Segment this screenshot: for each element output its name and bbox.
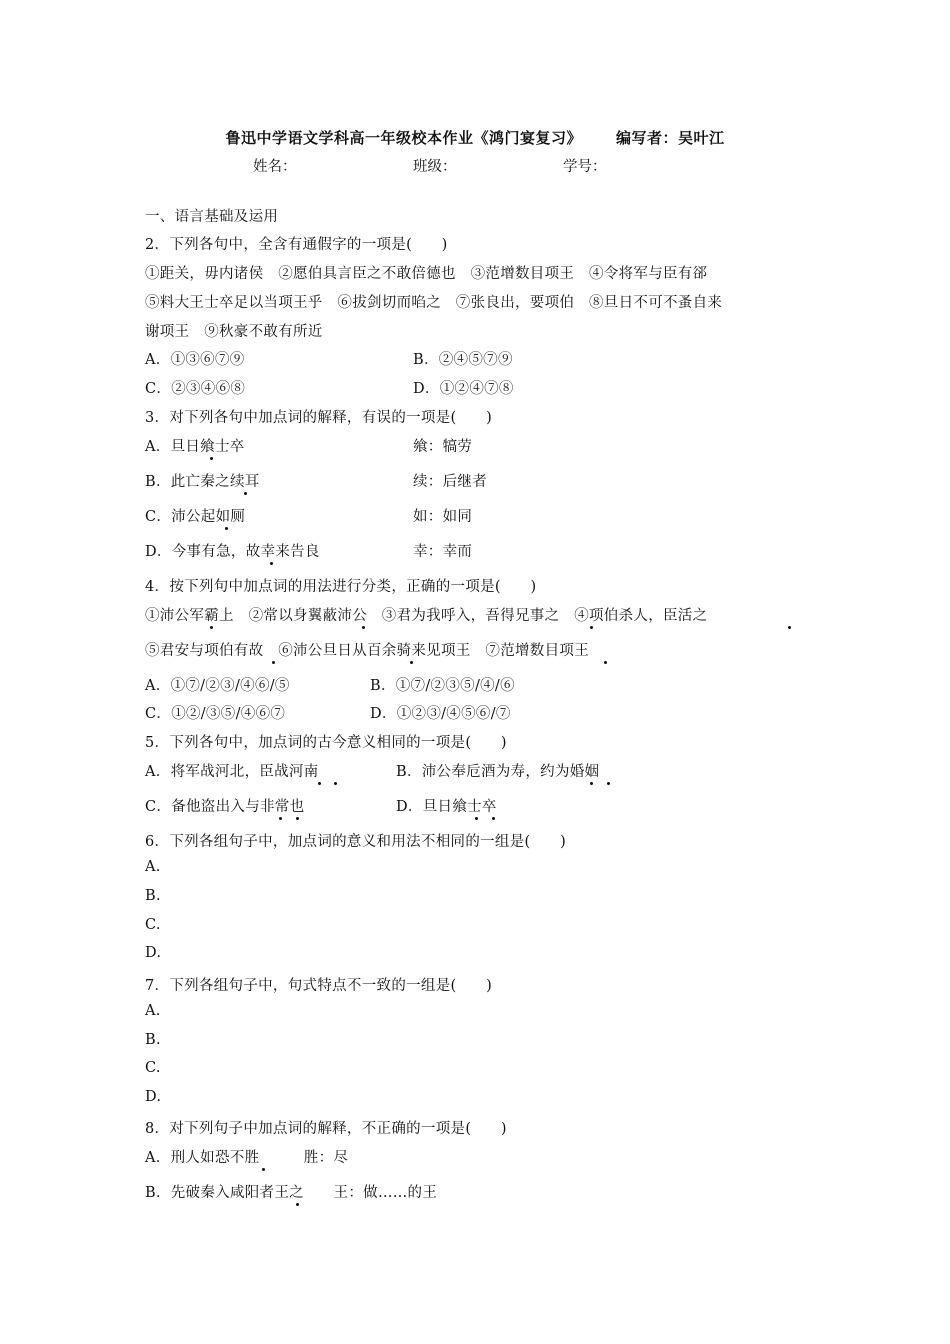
question-7-option-a: A. [145, 1003, 161, 1019]
question-8-option-a: A．刑人如恐不胜 胜：尽 [145, 1150, 349, 1166]
question-3-option-a-gloss: 飨：犒劳 [413, 439, 473, 455]
student-number-label: 学号： [563, 159, 607, 175]
emphasis-dot [604, 661, 607, 664]
emphasis-dot [590, 626, 593, 629]
question-5-option-a: A．将军战河北，臣战河南 [145, 764, 319, 780]
question-4-option-c: C．①②/③⑤/④⑥⑦ [145, 706, 286, 722]
question-5-stem: 5．下列各句中，加点词的古今意义相同的一项是( ) [145, 735, 507, 751]
question-3-stem: 3．对下列各句中加点词的解释，有误的一项是( ) [145, 410, 493, 426]
question-5-option-d: D．旦日飨士卒 [396, 799, 497, 815]
section-heading: 一、语言基础及运用 [145, 209, 279, 225]
question-5-option-c: C．备他盗出入与非常也 [145, 799, 305, 815]
emphasis-dot [272, 661, 275, 664]
question-7-option-b: B. [145, 1032, 161, 1048]
emphasis-dot [262, 1168, 265, 1171]
emphasis-dot [318, 782, 321, 785]
emphasis-dot [296, 817, 299, 820]
question-6-option-c: C. [145, 917, 161, 933]
emphasis-dot [244, 492, 247, 495]
question-3-option-a: A．旦日飨士卒 [145, 439, 245, 455]
question-4-option-a: A．①⑦/②③/④⑥/⑤ [145, 678, 290, 694]
emphasis-dot [225, 527, 228, 530]
question-7-stem: 7．下列各组句子中，句式特点不一致的一组是( ) [145, 978, 493, 994]
question-2-option-c: C．②③④⑥⑧ [145, 381, 246, 397]
emphasis-dot [788, 626, 791, 629]
emphasis-dot [590, 782, 593, 785]
question-3-option-d: D．今事有急，故幸来告良 [145, 544, 320, 560]
question-3-option-b-gloss: 续：后继者 [413, 474, 487, 490]
emphasis-dot [296, 1203, 299, 1206]
question-7-option-c: C. [145, 1060, 161, 1076]
question-5-option-b: B．沛公奉卮酒为寿，约为婚姻 [396, 764, 600, 780]
question-4-option-d: D．①②③/④⑤⑥/⑦ [370, 706, 511, 722]
question-2-items-line-3: 谢项王 ⑨秋豪不敢有所近 [145, 324, 323, 340]
question-2-items-line-2: ⑤料大王士卒足以当项王乎 ⑥拔剑切而啗之 ⑦张良出，要项伯 ⑧旦日不可不蚤自来 [145, 295, 723, 311]
name-label: 姓名： [253, 159, 297, 175]
question-2-option-d: D．①②④⑦⑧ [413, 381, 514, 397]
author-text: 编写者：吴叶江 [616, 129, 725, 147]
question-6-stem: 6．下列各组句子中，加点词的意义和用法不相同的一组是( ) [145, 834, 567, 850]
question-2-option-b: B．②④⑤⑦⑨ [413, 352, 513, 368]
question-3-option-c: C．沛公起如厕 [145, 509, 246, 525]
emphasis-dot [475, 817, 478, 820]
question-7-option-d: D. [145, 1089, 162, 1105]
question-8-stem: 8．对下列句子中加点词的解释，不正确的一项是( ) [145, 1121, 507, 1137]
emphasis-dot [210, 626, 213, 629]
question-6-option-b: B. [145, 888, 161, 904]
title-text: 鲁迅中学语文学科高一年级校本作业《鸿门宴复习》 [225, 129, 582, 147]
document-title [0, 127, 950, 148]
emphasis-dot [279, 817, 282, 820]
question-3-option-b: B．此亡秦之续耳 [145, 474, 260, 490]
emphasis-dot [362, 626, 365, 629]
emphasis-dot [210, 457, 213, 460]
question-4-items-line-2: ⑤君安与项伯有故 ⑥沛公旦日从百余骑来见项王 ⑦范增数目项王 [145, 643, 589, 659]
question-6-option-d: D. [145, 945, 162, 961]
question-2-items-line-1: ①距关，毋内诸侯 ②愿伯具言臣之不敢倍德也 ③范增数目项王 ④令将军与臣有郤 [145, 266, 708, 282]
emphasis-dot [492, 817, 495, 820]
emphasis-dot [270, 562, 273, 565]
question-3-option-c-gloss: 如：如同 [413, 509, 473, 525]
question-8-option-b: B．先破秦入咸阳者王之 王：做……的王 [145, 1185, 438, 1201]
question-6-option-a: A. [145, 859, 161, 875]
class-label: 班级： [413, 159, 457, 175]
question-4-stem: 4．按下列句中加点词的用法进行分类，正确的一项是( ) [145, 579, 537, 595]
emphasis-dot [410, 661, 413, 664]
question-2-option-a: A．①③⑥⑦⑨ [145, 352, 245, 368]
question-3-option-d-gloss: 幸：幸而 [413, 544, 473, 560]
question-2-stem: 2．下列各句中，全含有通假字的一项是( ) [145, 237, 448, 253]
question-4-option-b: B．①⑦/②③⑤/④/⑥ [370, 678, 515, 694]
emphasis-dot [607, 782, 610, 785]
emphasis-dot [334, 782, 337, 785]
question-4-items-line-1: ①沛公军霸上 ②常以身翼蔽沛公 ③君为我呼入，吾得兄事之 ④项伯杀人，臣活之 [145, 608, 708, 624]
